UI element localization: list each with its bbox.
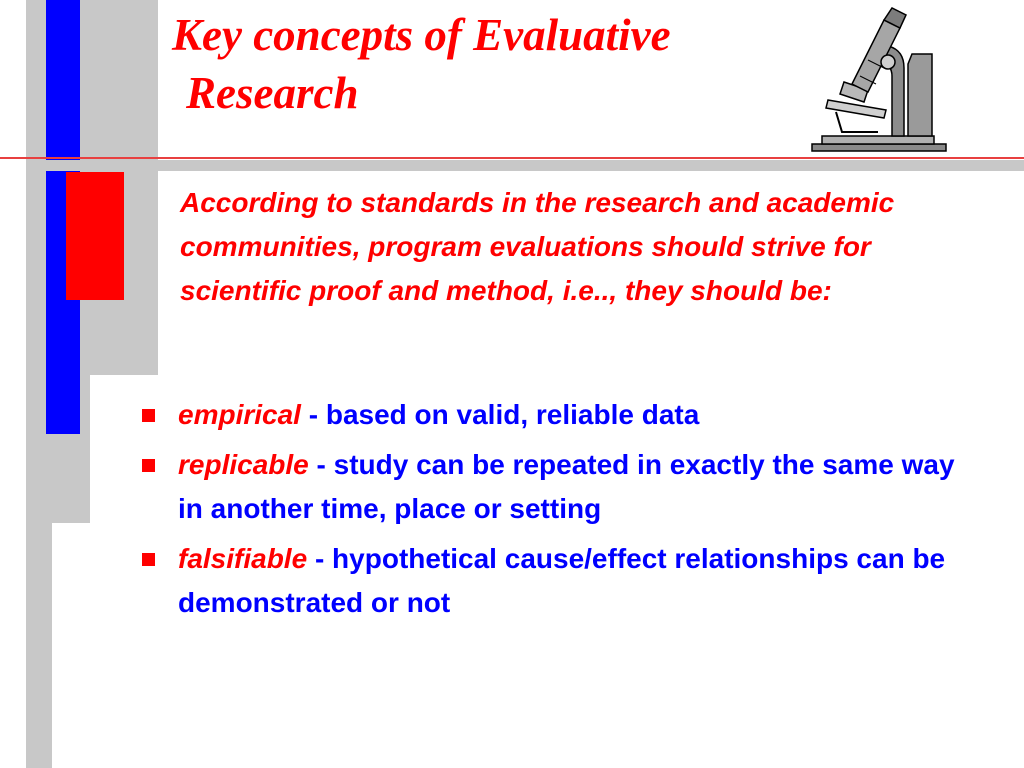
- bullet-description: - hypothetical cause/effect relationships can be demonstrated or not: [178, 543, 946, 618]
- square-bullet-icon: [142, 459, 155, 472]
- slide-title: [172, 6, 812, 122]
- list-item: [138, 537, 968, 625]
- bullet-description: - based on valid, reliable data: [300, 399, 700, 430]
- bullet-term: replicable: [178, 449, 309, 480]
- bullet-list: [138, 393, 968, 631]
- list-item: [138, 443, 968, 531]
- bullet-description: - study can be repeated in exactly the same way in another time, place or setting: [178, 449, 955, 524]
- title-line-2: Research: [186, 68, 359, 118]
- square-bullet-icon: [142, 553, 155, 566]
- bullet-term: falsifiable: [178, 543, 308, 574]
- microscope-icon: [808, 6, 950, 156]
- bullet-term: empirical: [178, 399, 301, 430]
- intro-paragraph: According to standards in the research and academic communities, program evaluations should strive for scientific proof and method, i.e.., they should be:: [180, 187, 895, 306]
- title-line-1: Key concepts of Evaluative: [172, 10, 671, 60]
- square-bullet-icon: [142, 409, 155, 422]
- title-divider-red: [0, 157, 1024, 159]
- title-divider-grey: [36, 160, 1024, 171]
- decor-red-block: [66, 172, 124, 300]
- list-item: [138, 393, 968, 437]
